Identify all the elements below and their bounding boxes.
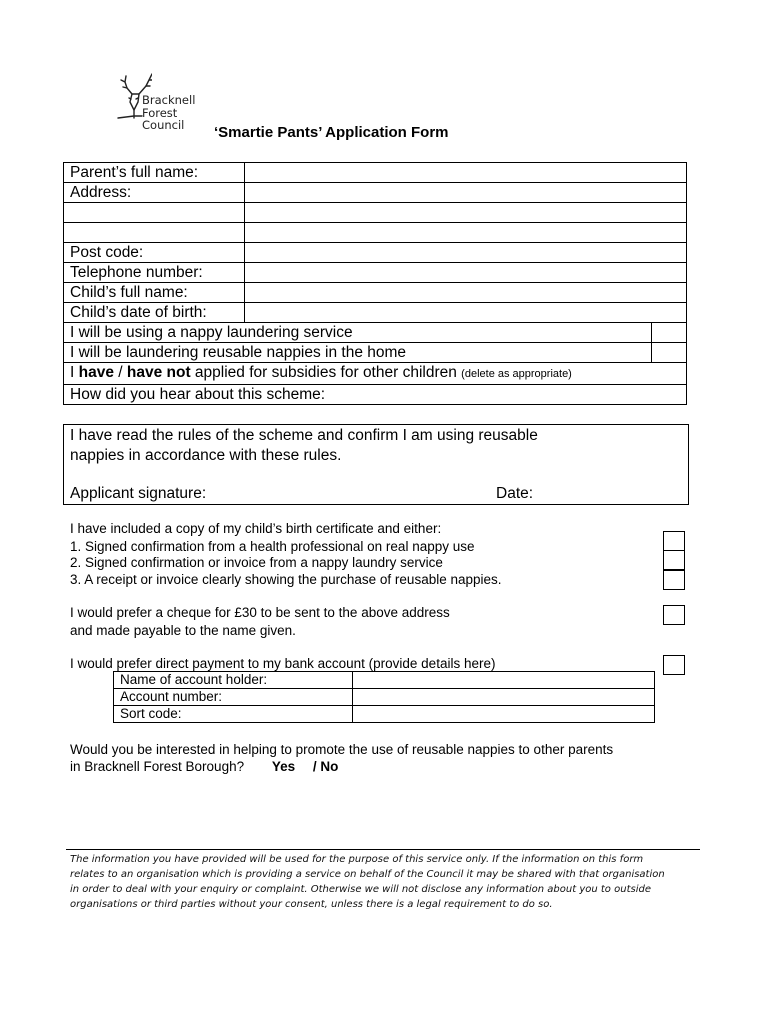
table-row (114, 689, 655, 706)
subsidy-note: (delete as appropriate) (461, 368, 572, 380)
evidence-option-1: 1. Signed confirmation from a health professional on real nappy use (70, 539, 475, 554)
child-name-field[interactable] (245, 283, 687, 303)
telephone-field[interactable] (245, 263, 687, 283)
logo-line-3: Council (142, 118, 185, 132)
promote-yes-option[interactable]: Yes (271, 759, 296, 774)
account-number-label: Account number: (114, 689, 353, 706)
sort-code-field[interactable] (353, 706, 655, 723)
subsidy-statement[interactable] (64, 363, 687, 385)
privacy-line-1: The information you have provided will be used for the purpose of this service only. If the information on this form (70, 854, 644, 865)
address-field-1[interactable] (245, 183, 687, 203)
declaration-box (63, 424, 689, 505)
account-holder-field[interactable] (353, 672, 655, 689)
address-field-2[interactable] (245, 203, 687, 223)
table-row (64, 303, 687, 323)
table-row (64, 243, 687, 263)
evidence-option-2-checkbox[interactable] (663, 550, 685, 570)
declaration-line-1: I have read the rules of the scheme and confirm I am using reusable (70, 427, 538, 444)
page-title: ‘Smartie Pants’ Application Form (214, 124, 449, 141)
laundering-service-label: I will be using a nappy laundering service (64, 323, 652, 343)
subsidy-i: I (70, 364, 75, 381)
applicant-details-table (63, 162, 687, 405)
date-label[interactable]: Date: (496, 485, 534, 502)
cheque-checkbox[interactable] (663, 605, 685, 625)
table-row (64, 363, 687, 385)
child-name-label: Child’s full name: (64, 283, 245, 303)
promote-line-2: in Bracknell Forest Borough? (70, 759, 245, 774)
laundering-home-label: I will be laundering reusable nappies in the home (64, 343, 652, 363)
evidence-option-2: 2. Signed confirmation or invoice from a nappy laundry service (70, 555, 443, 570)
signature-label[interactable]: Applicant signature: (70, 485, 207, 502)
parent-name-label: Parent’s full name: (64, 163, 245, 183)
privacy-line-3: in order to deal with your enquiry or complaint. Otherwise we will not disclose any information about you to outside (70, 884, 651, 895)
table-row (64, 385, 687, 405)
sort-code-label: Sort code: (114, 706, 353, 723)
account-holder-label: Name of account holder: (114, 672, 353, 689)
logo-line-1: Bracknell (142, 93, 196, 107)
bank-intro: I would prefer direct payment to my bank account (provide details here) (70, 656, 496, 671)
table-row (64, 203, 687, 223)
table-row (64, 283, 687, 303)
address-label-blank (64, 223, 245, 243)
subsidy-rest: applied for subsidies for other children (190, 364, 462, 381)
heard-about-field[interactable] (64, 385, 687, 405)
address-label: Address: (64, 183, 245, 203)
post-code-label: Post code: (64, 243, 245, 263)
evidence-option-3-checkbox[interactable] (663, 570, 685, 590)
subsidy-slash: / (113, 364, 127, 381)
child-dob-label: Child’s date of birth: (64, 303, 245, 323)
laundering-service-checkbox[interactable] (652, 323, 687, 343)
table-row (64, 323, 687, 343)
table-row (114, 706, 655, 723)
declaration-line-2: nappies in accordance with these rules. (70, 447, 342, 464)
council-logo (112, 72, 212, 142)
address-field-3[interactable] (245, 223, 687, 243)
child-dob-field[interactable] (245, 303, 687, 323)
promote-line-1: Would you be interested in helping to promote the use of reusable nappies to other parents (70, 742, 614, 757)
evidence-intro: I have included a copy of my child’s birth certificate and either: (70, 521, 442, 536)
laundering-home-checkbox[interactable] (652, 343, 687, 363)
promote-question (70, 741, 613, 775)
table-row (64, 223, 687, 243)
privacy-notice (70, 852, 700, 912)
heard-about-label: How did you hear about this scheme: (70, 386, 326, 403)
table-row (64, 343, 687, 363)
cheque-line-1: I would prefer a cheque for £30 to be sent to the above address (70, 605, 450, 620)
table-row (64, 163, 687, 183)
privacy-line-2: relates to an organisation which is providing a service on behalf of the Council it may be shared with that organisation (70, 869, 665, 880)
table-row (114, 672, 655, 689)
evidence-option-1-checkbox[interactable] (663, 531, 685, 551)
parent-name-field[interactable] (245, 163, 687, 183)
telephone-label: Telephone number: (64, 263, 245, 283)
privacy-line-4: organisations or third parties without your consent, unless there is a legal requirement to do so. (70, 899, 553, 910)
bank-payment-checkbox[interactable] (663, 655, 685, 675)
cheque-line-2: and made payable to the name given. (70, 623, 296, 638)
address-label-blank (64, 203, 245, 223)
subsidy-have[interactable]: have (78, 364, 114, 381)
promote-no-option[interactable]: / No (312, 759, 339, 774)
footer-divider (66, 849, 700, 850)
logo-line-2: Forest (142, 105, 178, 120)
subsidy-have-not[interactable]: have not (126, 364, 191, 381)
table-row (64, 183, 687, 203)
post-code-field[interactable] (245, 243, 687, 263)
evidence-option-3: 3. A receipt or invoice clearly showing the purchase of reusable nappies. (70, 572, 502, 587)
bank-details-table (113, 671, 655, 723)
table-row (64, 263, 687, 283)
account-number-field[interactable] (353, 689, 655, 706)
